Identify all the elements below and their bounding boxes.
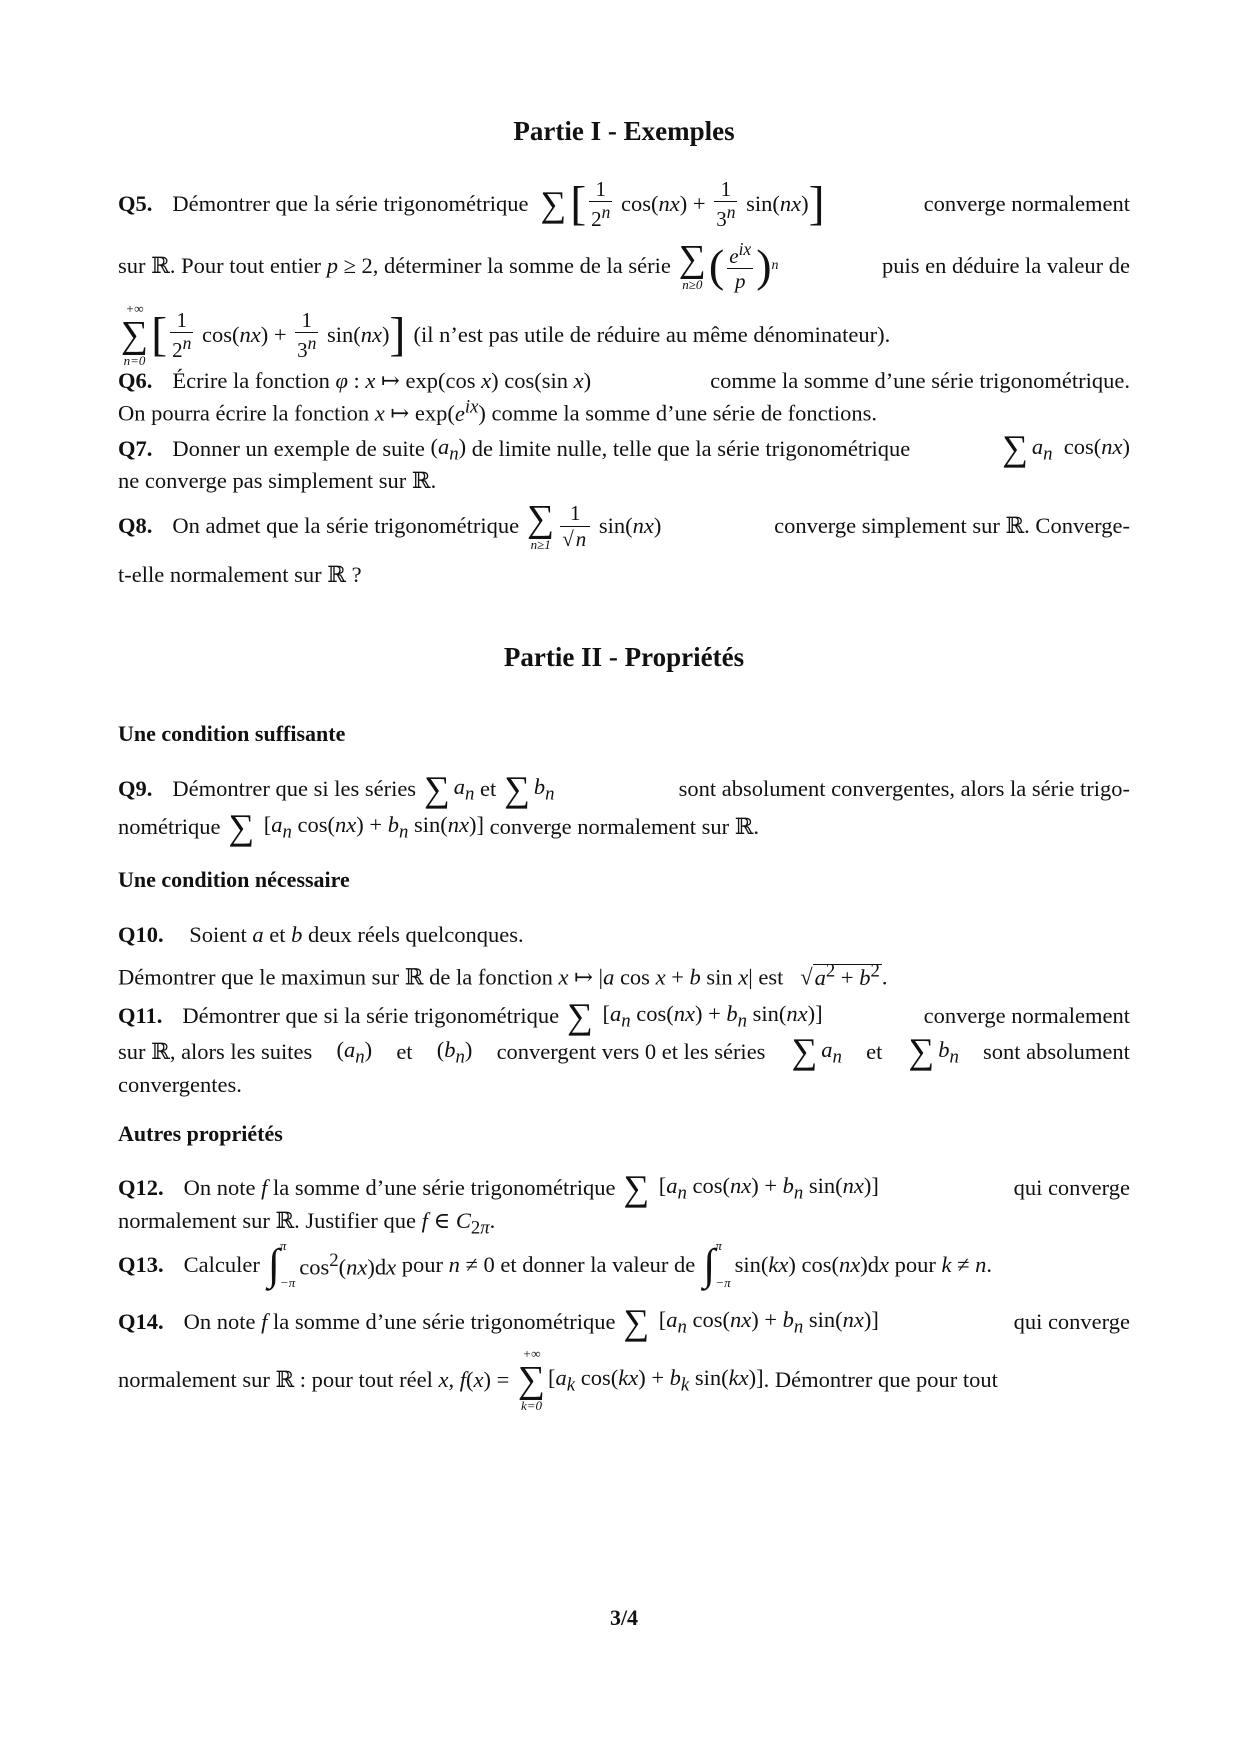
- sum-icon: +∞ ∑ k=0: [517, 1345, 546, 1413]
- question-q6: Q6. Écrire la fonction φ : x ↦ exp(cos x) cos(sin x) comme la somme d’une série trigonométrique. On pourra écrire la fonction x ↦ $\exp(e^{ix})$ comme la somme d’une série de fonctions.: [118, 368, 1130, 426]
- section-other: Autres propriétés: [118, 1121, 283, 1146]
- section-necessary: Une condition nécessaire: [118, 867, 350, 892]
- part2-title: Partie II - Propriétés: [503, 642, 745, 672]
- sum-icon: ∑: [1002, 427, 1028, 468]
- question-q10: Q10. Soient a et b deux réels quelconques. Démontrer que le maximun sur ℝ de la fonction x ↦ |a cos x + b sin x| est $√a^2 + b^2$.: [118, 922, 888, 990]
- question-q9: Q9. Démontrer que si les séries ∑ $a_n$ et ∑ $b_n$ sont absolument convergentes, alors la série trigo- nométrique ∑ [$a_n$ $\cos(nx) + b_n$ sin(nx)] converge normalement sur ℝ.: [118, 769, 1130, 847]
- question-q11: Q11. Démontrer que si la série trigonométrique ∑ [$a_n$ $\cos(nx) + b_n$ sin(nx)] converge normalement sur ℝ, alors les suites $(a_n)$ et $(b_n)$ convergent vers 0 et les séries ∑ $a_n$ et ∑ $b_n$ sont absolument convergentes.: [118, 996, 1130, 1097]
- exam-page: [118, 0, 1130, 1754]
- page-number: 3/4: [609, 1605, 639, 1630]
- sum-icon: ∑: [791, 1030, 818, 1071]
- question-q5: [118, 176, 1130, 370]
- question-q8: Q8. On admet que la série trigonométrique ∑ n≥1 $\frac{1}{√n}$ sin(nx) converge simplement sur ℝ. Converge- t-elle normalement sur ℝ ?: [118, 497, 1130, 587]
- sum-icon: +∞ ∑ n=0: [121, 300, 149, 368]
- q5-line3: +∞ ∑ n=0 [ $\frac{1}{2^n}$ cos(nx) + $\frac{1}{3^n}$ sin(nx) ] (il n’est pas utile de réduire au même dénominateur).: [121, 300, 891, 368]
- part1-title: Partie I - Exemples: [513, 116, 735, 146]
- question-q7: Q7. Donner un exemple de suite $(a_n)$ de limite nulle, telle que la série trigonométrique ∑ $a_n$ cos(nx) ne converge pas simplement sur ℝ.: [118, 427, 1130, 493]
- q5-line2: sur ℝ. Pour tout entier p ≥ 2, déterminer la somme de la série ∑ n≥0 ( $\frac{e^{ix}}{p}$ ) n puis en déduire la valeur de: [118, 237, 1130, 293]
- sum-icon: ∑ n≥0: [678, 237, 706, 292]
- question-q13: Q13. Calculer ∫ π −π $\cos^2(nx)dx$ pour n ≠ 0 et donner la valeur de ∫ π −π sin(kx) cos(nx)dx pour k ≠ n.: [118, 1238, 992, 1291]
- q5-line1: Q5. Démontrer que la série trigonométrique ∑ [ $\frac{1}{2^n}$ cos(nx) + $\frac{1}{3^n}$ sin(nx) ] converge normalement: [118, 176, 1130, 231]
- question-q14: Q14. On note f la somme d’une série trigonométrique ∑ [$a_n$ $\cos(nx) + b_n$ sin(nx)] qui converge normalement sur ℝ : pour tout réel x, f(x) = +∞ ∑ k=0 [$a_k$ $\cos(kx) + b_k$ sin(kx)] . Démontrer que pour tout: [118, 1302, 1130, 1413]
- sum-icon: ∑: [908, 1030, 935, 1071]
- section-sufficient: Une condition suffisante: [118, 721, 346, 746]
- sum-icon: ∑ n≥1: [527, 497, 555, 552]
- question-q12: Q12. On note f la somme d’une série trigonométrique ∑ [$a_n$ $\cos(nx) + b_n$ sin(nx)] qui converge normalement sur ℝ. Justifier que f ∈ $C_{2\pi}$.: [118, 1168, 1130, 1239]
